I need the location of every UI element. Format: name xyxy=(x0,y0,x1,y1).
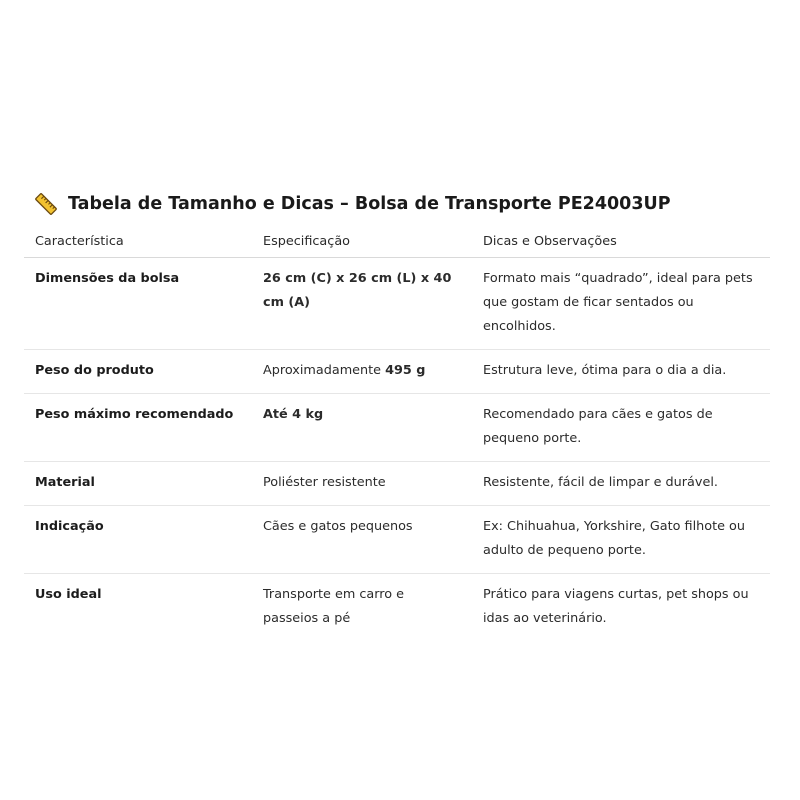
spec-cell: 26 cm (C) x 26 cm (L) x 40 cm (A) xyxy=(252,258,472,350)
page-heading xyxy=(34,192,671,216)
spec-text: Aproximadamente xyxy=(263,363,386,378)
spec-cell: Cães e gatos pequenos xyxy=(252,506,472,574)
spec-cell xyxy=(252,394,472,462)
feature-cell: Material xyxy=(24,462,252,506)
column-header-dicas: Dicas e Observações xyxy=(472,228,770,258)
ruler-icon xyxy=(34,192,58,216)
spec-bold-value: 495 g xyxy=(385,363,426,378)
tips-cell: Recomendado para cães e gatos de pequeno porte. xyxy=(472,394,770,462)
tips-cell: Ex: Chihuahua, Yorkshire, Gato filhote ou adulto de pequeno porte. xyxy=(472,506,770,574)
spec-bold-value: Até 4 kg xyxy=(263,407,324,422)
page-title: Tabela de Tamanho e Dicas – Bolsa de Transporte PE24003UP xyxy=(68,194,671,214)
tips-cell: Prático para viagens curtas, pet shops ou idas ao veterinário. xyxy=(483,587,749,626)
tips-cell: Estrutura leve, ótima para o dia a dia. xyxy=(472,350,770,394)
tips-cell: Resistente, fácil de limpar e durável. xyxy=(472,462,770,506)
column-header-especificacao: Especificação xyxy=(252,228,472,258)
feature-cell: Peso máximo recomendado xyxy=(24,394,252,462)
column-header-caracteristica: Característica xyxy=(24,228,252,258)
feature-cell: Peso do produto xyxy=(24,350,252,394)
table-row xyxy=(24,350,770,394)
spec-cell: Transporte em carro e passeios a pé xyxy=(263,587,405,626)
size-table xyxy=(24,228,770,641)
table-row xyxy=(24,574,770,642)
spec-cell xyxy=(252,350,472,394)
tips-cell: Formato mais “quadrado”, ideal para pets que gostam de ficar sentados ou encolhidos. xyxy=(472,258,770,350)
table-row xyxy=(24,462,770,506)
feature-cell: Uso ideal xyxy=(35,587,102,602)
feature-cell: Indicação xyxy=(24,506,252,574)
feature-cell: Dimensões da bolsa xyxy=(24,258,252,350)
table-row xyxy=(24,258,770,350)
table-header-row xyxy=(24,228,770,258)
spec-cell: Poliéster resistente xyxy=(252,462,472,506)
table-row xyxy=(24,394,770,462)
table-row xyxy=(24,506,770,574)
